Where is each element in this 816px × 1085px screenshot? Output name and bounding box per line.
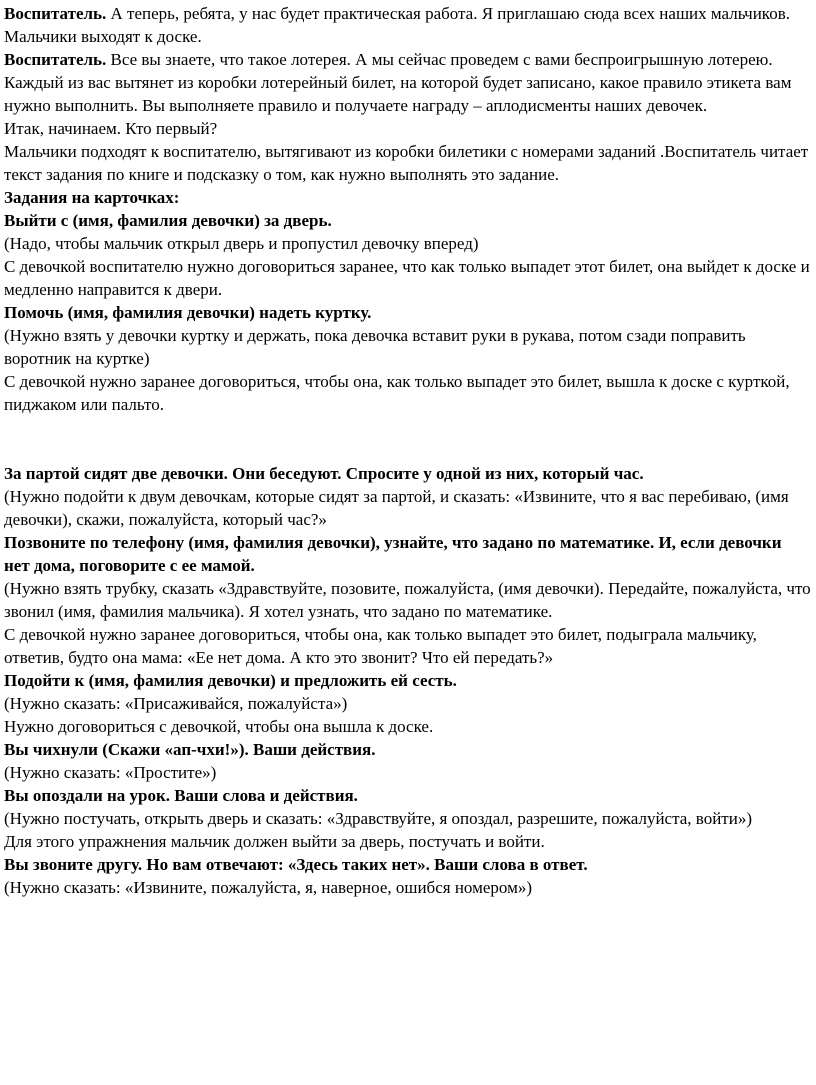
paragraph bbox=[4, 209, 811, 232]
paragraph bbox=[4, 186, 811, 209]
paragraph bbox=[4, 462, 811, 485]
bold-text-run: Подойти к (имя, фамилия девочки) и предложить ей сесть. bbox=[4, 671, 457, 690]
paragraph bbox=[4, 761, 811, 784]
paragraph bbox=[4, 25, 811, 48]
text-run: Для этого упражнения мальчик должен выйти за дверь, постучать и войти. bbox=[4, 832, 545, 851]
bold-text-run: Выйти с (имя, фамилия девочки) за дверь. bbox=[4, 211, 332, 230]
paragraph bbox=[4, 853, 811, 876]
paragraph bbox=[4, 830, 811, 853]
paragraph bbox=[4, 2, 811, 25]
text-run: А теперь, ребята, у нас будет практическая работа. Я приглашаю сюда всех наших мальчиков. bbox=[106, 4, 790, 23]
bold-text-run: Воспитатель. bbox=[4, 4, 107, 23]
paragraph bbox=[4, 140, 811, 186]
bold-text-run: Вы опоздали на урок. Ваши слова и действия. bbox=[4, 786, 358, 805]
blank-space bbox=[4, 416, 811, 462]
paragraph bbox=[4, 669, 811, 692]
paragraph bbox=[4, 531, 811, 577]
paragraph bbox=[4, 324, 811, 370]
paragraph bbox=[4, 577, 811, 623]
paragraph bbox=[4, 738, 811, 761]
text-run: (Нужно постучать, открыть дверь и сказать: «Здравствуйте, я опоздал, разрешите, пожалуйста, войти») bbox=[4, 809, 752, 828]
text-run: С девочкой воспитателю нужно договориться заранее, что как только выпадет этот билет, она выйдет к доске и медленно направится к двери. bbox=[4, 257, 810, 299]
paragraph bbox=[4, 232, 811, 255]
paragraph bbox=[4, 784, 811, 807]
text-run: Итак, начинаем. Кто первый? bbox=[4, 119, 218, 138]
text-run: С девочкой нужно заранее договориться, чтобы она, как только выпадет это билет, подыграла мальчику, ответив, будто она мама: «Ее нет дома. А кто это звонит? Что ей передать?» bbox=[4, 625, 757, 667]
paragraph bbox=[4, 117, 811, 140]
bold-text-run: Вы чихнули (Скажи «ап-чхи!»). Ваши действия. bbox=[4, 740, 376, 759]
paragraph bbox=[4, 485, 811, 531]
paragraph bbox=[4, 623, 811, 669]
paragraph bbox=[4, 715, 811, 738]
text-run: Мальчики подходят к воспитателю, вытягивают из коробки билетики с номерами заданий .Воспитатель читает текст задания по книге и подсказку о том, как нужно выполнять это задание. bbox=[4, 142, 809, 184]
bold-text-run: За партой сидят две девочки. Они беседуют. Спросите у одной из них, который час. bbox=[4, 464, 644, 483]
bold-text-run: Позвоните по телефону (имя, фамилия девочки), узнайте, что задано по математике. И, если девочки нет дома, поговорите с ее мамой. bbox=[4, 533, 782, 575]
bold-text-run: Воспитатель. bbox=[4, 50, 107, 69]
paragraph bbox=[4, 255, 811, 301]
bold-text-run: Вы звоните другу. Но вам отвечают: «Здесь таких нет». Ваши слова в ответ. bbox=[4, 855, 588, 874]
paragraph bbox=[4, 370, 811, 416]
text-run: (Нужно сказать: «Простите») bbox=[4, 763, 217, 782]
text-run: С девочкой нужно заранее договориться, чтобы она, как только выпадет это билет, вышла к доске с курткой, пиджаком или пальто. bbox=[4, 372, 790, 414]
text-run: Все вы знаете, что такое лотерея. А мы сейчас проведем с вами беспроигрышную лотерею. Каждый из вас вытянет из коробки лотерейный билет, на которой будет записано, какое правило этикета вам нужно выполнить. Вы выполняете правило и получаете награду – аплодисменты наших девочек. bbox=[4, 50, 792, 115]
paragraph bbox=[4, 876, 811, 899]
text-run: (Нужно взять у девочки куртку и держать, пока девочка вставит руки в рукава, потом сзади поправить воротник на куртке) bbox=[4, 326, 746, 368]
paragraph bbox=[4, 48, 811, 117]
text-run: (Надо, чтобы мальчик открыл дверь и пропустил девочку вперед) bbox=[4, 234, 479, 253]
bold-text-run: Задания на карточках: bbox=[4, 188, 180, 207]
text-run: (Нужно подойти к двум девочкам, которые сидят за партой, и сказать: «Извините, что я вас перебиваю, (имя девочки), скажи, пожалуйста, который час?» bbox=[4, 487, 789, 529]
text-run: (Нужно сказать: «Извините, пожалуйста, я, наверное, ошибся номером») bbox=[4, 878, 532, 897]
paragraph bbox=[4, 301, 811, 324]
text-run: Нужно договориться с девочкой, чтобы она вышла к доске. bbox=[4, 717, 434, 736]
text-run: (Нужно сказать: «Присаживайся, пожалуйста») bbox=[4, 694, 348, 713]
paragraph bbox=[4, 692, 811, 715]
bold-text-run: Помочь (имя, фамилия девочки) надеть куртку. bbox=[4, 303, 372, 322]
text-run: Мальчики выходят к доске. bbox=[4, 27, 202, 46]
paragraph bbox=[4, 807, 811, 830]
text-run: (Нужно взять трубку, сказать «Здравствуйте, позовите, пожалуйста, (имя девочки). Передайте, пожалуйста, что звонил (имя, фамилия мальчика). Я хотел узнать, что задано по математике. bbox=[4, 579, 811, 621]
